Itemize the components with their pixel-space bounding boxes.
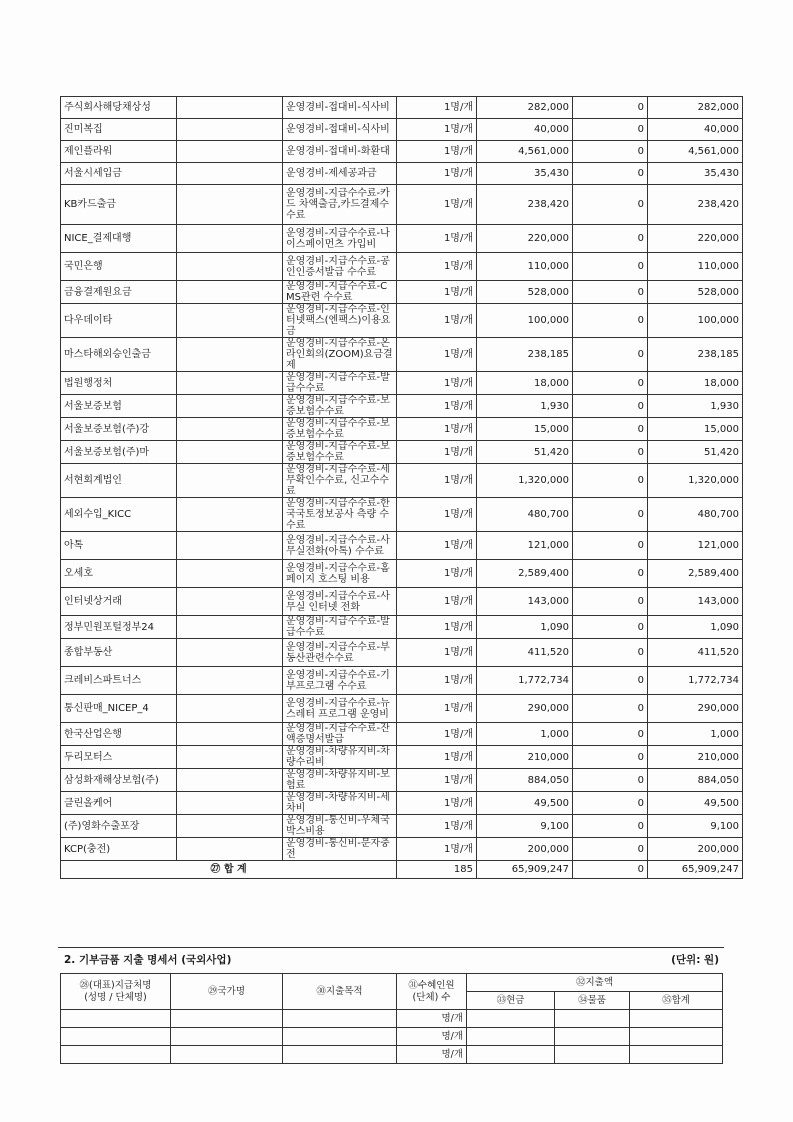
empty-cell xyxy=(61,1046,171,1064)
table-row xyxy=(61,418,743,441)
country-cell xyxy=(177,225,283,253)
purpose-cell: 운영경비-지급수수료-세무확인수수료, 신고수수료 xyxy=(283,464,397,498)
header-country: ㉙국가명 xyxy=(171,974,283,1010)
purpose-cell: 운영경비-지급수수료-사무실 인터넷 전화 xyxy=(283,588,397,616)
country-cell xyxy=(177,119,283,141)
country-cell xyxy=(177,532,283,560)
total-cell: 143,000 xyxy=(648,588,743,616)
cash-cell: 200,000 xyxy=(477,838,573,861)
count-cell: 1명/개 xyxy=(397,141,477,163)
goods-cell: 0 xyxy=(573,281,648,304)
country-cell xyxy=(177,141,283,163)
table-row xyxy=(61,338,743,372)
country-cell xyxy=(177,372,283,395)
table-row xyxy=(61,667,743,695)
count-cell: 1명/개 xyxy=(397,532,477,560)
purpose-cell: 운영경비-지급수수료-기부프로그램 수수료 xyxy=(283,667,397,695)
total-cell: 18,000 xyxy=(648,372,743,395)
count-cell: 1명/개 xyxy=(397,163,477,185)
goods-cell: 0 xyxy=(573,498,648,532)
cash-cell: 220,000 xyxy=(477,225,573,253)
empty-cell xyxy=(630,1028,723,1046)
country-cell xyxy=(177,639,283,667)
recipient-name: 제인플라워 xyxy=(61,141,177,163)
country-cell xyxy=(177,723,283,746)
country-cell xyxy=(177,418,283,441)
empty-cell xyxy=(61,1028,171,1046)
count-cell: 1명/개 xyxy=(397,616,477,639)
count-cell: 1명/개 xyxy=(397,695,477,723)
country-cell xyxy=(177,253,283,281)
totals-cash: 65,909,247 xyxy=(477,861,573,879)
country-cell xyxy=(177,667,283,695)
recipient-name: 다우데이타 xyxy=(61,304,177,338)
count-cell: 1명/개 xyxy=(397,253,477,281)
recipient-name: 종합부동산 xyxy=(61,639,177,667)
goods-cell: 0 xyxy=(573,141,648,163)
count-cell: 1명/개 xyxy=(397,225,477,253)
purpose-cell: 운영경비-지급수수료-보증보험수수료 xyxy=(283,441,397,464)
purpose-cell: 운영경비-지급수수료-홈페이지 호스팅 비용 xyxy=(283,560,397,588)
table-row xyxy=(61,588,743,616)
cash-cell: 100,000 xyxy=(477,304,573,338)
country-cell xyxy=(177,281,283,304)
recipient-name: 금융결제원요금 xyxy=(61,281,177,304)
total-cell: 15,000 xyxy=(648,418,743,441)
cash-cell: 18,000 xyxy=(477,372,573,395)
count-cell: 1명/개 xyxy=(397,372,477,395)
total-cell: 220,000 xyxy=(648,225,743,253)
total-cell: 100,000 xyxy=(648,304,743,338)
country-cell xyxy=(177,616,283,639)
header-count: ㉛수혜인원 (단체) 수 xyxy=(397,974,467,1010)
purpose-cell: 운영경비-제세공과금 xyxy=(283,163,397,185)
purpose-cell: 운영경비-통신비-우체국박스비용 xyxy=(283,815,397,838)
count-cell: 1명/개 xyxy=(397,97,477,119)
recipient-name: 진미복집 xyxy=(61,119,177,141)
total-cell: 480,700 xyxy=(648,498,743,532)
header-recipient: ㉘(대표)지급처명 (성명 / 단체명) xyxy=(61,974,171,1010)
total-cell: 49,500 xyxy=(648,792,743,815)
table-row xyxy=(61,119,743,141)
country-cell xyxy=(177,395,283,418)
recipient-name: 법원행정처 xyxy=(61,372,177,395)
purpose-cell: 운영경비-지급수수료-부동산관련수수료 xyxy=(283,639,397,667)
country-cell xyxy=(177,588,283,616)
empty-row xyxy=(61,1010,723,1028)
total-cell: 2,589,400 xyxy=(648,560,743,588)
country-cell xyxy=(177,769,283,792)
recipient-name: 서울보증보험(주)마 xyxy=(61,441,177,464)
table-row xyxy=(61,560,743,588)
table-row xyxy=(61,838,743,861)
total-cell: 121,000 xyxy=(648,532,743,560)
purpose-cell: 운영경비-지급수수료-나이스페이먼츠 가입비 xyxy=(283,225,397,253)
purpose-cell: 운영경비-지급수수료-공인인증서발급 수수료 xyxy=(283,253,397,281)
goods-cell: 0 xyxy=(573,163,648,185)
goods-cell: 0 xyxy=(573,418,648,441)
recipient-name: 세외수입_KICC xyxy=(61,498,177,532)
totals-count: 185 xyxy=(397,861,477,879)
cash-cell: 1,772,734 xyxy=(477,667,573,695)
totals-row xyxy=(61,861,743,879)
country-cell xyxy=(177,746,283,769)
cash-cell: 49,500 xyxy=(477,792,573,815)
goods-cell: 0 xyxy=(573,338,648,372)
total-cell: 1,320,000 xyxy=(648,464,743,498)
recipient-name: 주식회사해당채상성 xyxy=(61,97,177,119)
table-row xyxy=(61,792,743,815)
empty-cell xyxy=(467,1028,555,1046)
cash-cell: 143,000 xyxy=(477,588,573,616)
cash-cell: 238,185 xyxy=(477,338,573,372)
purpose-cell: 운영경비-차량유지비-보험료 xyxy=(283,769,397,792)
total-cell: 210,000 xyxy=(648,746,743,769)
goods-cell: 0 xyxy=(573,560,648,588)
purpose-cell: 운영경비-지급수수료-발급수수료 xyxy=(283,616,397,639)
recipient-name: 오세호 xyxy=(61,560,177,588)
table-row xyxy=(61,225,743,253)
overseas-expenditure-table xyxy=(60,973,723,1064)
cash-cell: 1,000 xyxy=(477,723,573,746)
cash-cell: 528,000 xyxy=(477,281,573,304)
recipient-name: KB카드출금 xyxy=(61,185,177,225)
unit-label: (단위: 원) xyxy=(671,954,719,966)
country-cell xyxy=(177,97,283,119)
goods-cell: 0 xyxy=(573,815,648,838)
count-cell: 명/개 xyxy=(397,1028,467,1046)
cash-cell: 1,090 xyxy=(477,616,573,639)
country-cell xyxy=(177,560,283,588)
purpose-cell: 운영경비-접대비-화환대 xyxy=(283,141,397,163)
country-cell xyxy=(177,185,283,225)
empty-cell xyxy=(555,1028,630,1046)
recipient-name: 정부민원포털정부24 xyxy=(61,616,177,639)
cash-cell: 282,000 xyxy=(477,97,573,119)
purpose-cell: 운영경비-지급수수료-한국국토정보공사 측량 수수료 xyxy=(283,498,397,532)
empty-cell xyxy=(61,1010,171,1028)
goods-cell: 0 xyxy=(573,695,648,723)
total-cell: 884,050 xyxy=(648,769,743,792)
purpose-cell: 운영경비-지급수수료-CMS관련 수수료 xyxy=(283,281,397,304)
country-cell xyxy=(177,815,283,838)
cash-cell: 480,700 xyxy=(477,498,573,532)
count-cell: 1명/개 xyxy=(397,838,477,861)
recipient-name: KCP(충전) xyxy=(61,838,177,861)
total-cell: 200,000 xyxy=(648,838,743,861)
table-row xyxy=(61,639,743,667)
totals-label: ㉗ 합 계 xyxy=(61,861,397,879)
goods-cell: 0 xyxy=(573,225,648,253)
recipient-name: 서울보증보험(주)강 xyxy=(61,418,177,441)
table-row xyxy=(61,498,743,532)
table-row xyxy=(61,441,743,464)
table-row xyxy=(61,304,743,338)
cash-cell: 40,000 xyxy=(477,119,573,141)
goods-cell: 0 xyxy=(573,746,648,769)
total-cell: 411,520 xyxy=(648,639,743,667)
total-cell: 4,561,000 xyxy=(648,141,743,163)
header-amount: ㉜지출액 xyxy=(467,974,723,992)
goods-cell: 0 xyxy=(573,119,648,141)
country-cell xyxy=(177,464,283,498)
cash-cell: 411,520 xyxy=(477,639,573,667)
recipient-name: 서울보증보험 xyxy=(61,395,177,418)
empty-cell xyxy=(630,1046,723,1064)
count-cell: 1명/개 xyxy=(397,723,477,746)
goods-cell: 0 xyxy=(573,769,648,792)
recipient-name: 한국산업은행 xyxy=(61,723,177,746)
empty-cell xyxy=(555,1010,630,1028)
purpose-cell: 운영경비-지급수수료-인터넷팩스(엔팩스)이용요금 xyxy=(283,304,397,338)
country-cell xyxy=(177,338,283,372)
country-cell xyxy=(177,498,283,532)
recipient-name: 마스타해외승인출금 xyxy=(61,338,177,372)
recipient-name: 클린올케어 xyxy=(61,792,177,815)
goods-cell: 0 xyxy=(573,372,648,395)
cash-cell: 51,420 xyxy=(477,441,573,464)
empty-cell xyxy=(171,1010,283,1028)
country-cell xyxy=(177,695,283,723)
header-cash: ㉝현금 xyxy=(467,992,555,1010)
table-row xyxy=(61,185,743,225)
country-cell xyxy=(177,838,283,861)
cash-cell: 238,420 xyxy=(477,185,573,225)
totals-goods: 0 xyxy=(573,861,648,879)
empty-cell xyxy=(467,1046,555,1064)
table-row xyxy=(61,532,743,560)
purpose-cell: 운영경비-지급수수료-카드 차액출금,카드결제수수료 xyxy=(283,185,397,225)
header-purpose: ㉚지출목적 xyxy=(283,974,397,1010)
table-row xyxy=(61,372,743,395)
total-cell: 1,090 xyxy=(648,616,743,639)
recipient-name: 삼성화재해상보험(주) xyxy=(61,769,177,792)
goods-cell: 0 xyxy=(573,532,648,560)
table-row xyxy=(61,97,743,119)
count-cell: 명/개 xyxy=(397,1046,467,1064)
count-cell: 1명/개 xyxy=(397,498,477,532)
count-cell: 1명/개 xyxy=(397,639,477,667)
purpose-cell: 운영경비-차량유지비-세차비 xyxy=(283,792,397,815)
count-cell: 1명/개 xyxy=(397,792,477,815)
goods-cell: 0 xyxy=(573,441,648,464)
total-cell: 282,000 xyxy=(648,97,743,119)
country-cell xyxy=(177,792,283,815)
cash-cell: 9,100 xyxy=(477,815,573,838)
cash-cell: 884,050 xyxy=(477,769,573,792)
total-cell: 51,420 xyxy=(648,441,743,464)
total-cell: 110,000 xyxy=(648,253,743,281)
total-cell: 40,000 xyxy=(648,119,743,141)
goods-cell: 0 xyxy=(573,639,648,667)
purpose-cell: 운영경비-접대비-식사비 xyxy=(283,119,397,141)
purpose-cell: 운영경비-지급수수료-사무실전화(아톡) 수수료 xyxy=(283,532,397,560)
purpose-cell: 운영경비-지급수수료-온라인회의(ZOOM)요금결제 xyxy=(283,338,397,372)
goods-cell: 0 xyxy=(573,395,648,418)
purpose-cell: 운영경비-통신비-문자충전 xyxy=(283,838,397,861)
count-cell: 1명/개 xyxy=(397,441,477,464)
goods-cell: 0 xyxy=(573,616,648,639)
goods-cell: 0 xyxy=(573,588,648,616)
purpose-cell: 운영경비-지급수수료-잔액증명서발급 xyxy=(283,723,397,746)
count-cell: 1명/개 xyxy=(397,464,477,498)
cash-cell: 290,000 xyxy=(477,695,573,723)
totals-total: 65,909,247 xyxy=(648,861,743,879)
empty-cell xyxy=(283,1046,397,1064)
recipient-name: (주)영화수출포장 xyxy=(61,815,177,838)
empty-cell xyxy=(630,1010,723,1028)
count-cell: 1명/개 xyxy=(397,815,477,838)
purpose-cell: 운영경비-지급수수료-보증보험수수료 xyxy=(283,418,397,441)
total-cell: 290,000 xyxy=(648,695,743,723)
empty-cell xyxy=(555,1046,630,1064)
purpose-cell: 운영경비-지급수수료-뉴스레터 프로그램 운영비 xyxy=(283,695,397,723)
total-cell: 528,000 xyxy=(648,281,743,304)
cash-cell: 1,320,000 xyxy=(477,464,573,498)
cash-cell: 1,930 xyxy=(477,395,573,418)
table-row xyxy=(61,723,743,746)
count-cell: 1명/개 xyxy=(397,588,477,616)
goods-cell: 0 xyxy=(573,792,648,815)
table-row xyxy=(61,769,743,792)
total-cell: 238,185 xyxy=(648,338,743,372)
count-cell: 1명/개 xyxy=(397,119,477,141)
cash-cell: 15,000 xyxy=(477,418,573,441)
recipient-name: 서울시세입금 xyxy=(61,163,177,185)
table-row xyxy=(61,815,743,838)
empty-cell xyxy=(467,1010,555,1028)
country-cell xyxy=(177,441,283,464)
cash-cell: 2,589,400 xyxy=(477,560,573,588)
recipient-name: 통신판매_NICEP_4 xyxy=(61,695,177,723)
table-row xyxy=(61,616,743,639)
empty-cell xyxy=(171,1028,283,1046)
cash-cell: 4,561,000 xyxy=(477,141,573,163)
table-row xyxy=(61,281,743,304)
total-cell: 238,420 xyxy=(648,185,743,225)
recipient-name: 서현회계법인 xyxy=(61,464,177,498)
table-row xyxy=(61,163,743,185)
purpose-cell: 운영경비-차량유지비-차량수리비 xyxy=(283,746,397,769)
goods-cell: 0 xyxy=(573,464,648,498)
recipient-name: 국민은행 xyxy=(61,253,177,281)
recipient-name: NICE_결제대행 xyxy=(61,225,177,253)
goods-cell: 0 xyxy=(573,185,648,225)
cash-cell: 210,000 xyxy=(477,746,573,769)
goods-cell: 0 xyxy=(573,838,648,861)
count-cell: 1명/개 xyxy=(397,338,477,372)
total-cell: 35,430 xyxy=(648,163,743,185)
table-row xyxy=(61,395,743,418)
purpose-cell: 운영경비-지급수수료-발급수수료 xyxy=(283,372,397,395)
expenditure-table xyxy=(60,96,743,879)
count-cell: 1명/개 xyxy=(397,281,477,304)
table-row xyxy=(61,253,743,281)
goods-cell: 0 xyxy=(573,723,648,746)
country-cell xyxy=(177,163,283,185)
country-cell xyxy=(177,304,283,338)
goods-cell: 0 xyxy=(573,304,648,338)
purpose-cell: 운영경비-지급수수료-보증보험수수료 xyxy=(283,395,397,418)
count-cell: 1명/개 xyxy=(397,560,477,588)
purpose-cell: 운영경비-접대비-식사비 xyxy=(283,97,397,119)
recipient-name: 크레비스파트너스 xyxy=(61,667,177,695)
table-row xyxy=(61,464,743,498)
count-cell: 1명/개 xyxy=(397,746,477,769)
empty-row xyxy=(61,1046,723,1064)
goods-cell: 0 xyxy=(573,667,648,695)
total-cell: 1,772,734 xyxy=(648,667,743,695)
cash-cell: 35,430 xyxy=(477,163,573,185)
section-divider xyxy=(58,947,724,948)
empty-row xyxy=(61,1028,723,1046)
count-cell: 명/개 xyxy=(397,1010,467,1028)
count-cell: 1명/개 xyxy=(397,769,477,792)
table-row xyxy=(61,746,743,769)
cash-cell: 121,000 xyxy=(477,532,573,560)
cash-cell: 110,000 xyxy=(477,253,573,281)
recipient-name: 아톡 xyxy=(61,532,177,560)
table-row xyxy=(61,141,743,163)
recipient-name: 인터넷상거래 xyxy=(61,588,177,616)
header-total: ㉟합계 xyxy=(630,992,723,1010)
total-cell: 1,000 xyxy=(648,723,743,746)
total-cell: 9,100 xyxy=(648,815,743,838)
count-cell: 1명/개 xyxy=(397,185,477,225)
goods-cell: 0 xyxy=(573,253,648,281)
count-cell: 1명/개 xyxy=(397,667,477,695)
goods-cell: 0 xyxy=(573,97,648,119)
recipient-name: 두리모터스 xyxy=(61,746,177,769)
empty-cell xyxy=(283,1028,397,1046)
total-cell: 1,930 xyxy=(648,395,743,418)
empty-cell xyxy=(283,1010,397,1028)
table-row xyxy=(61,695,743,723)
section2-title: 2. 기부금품 지출 명세서 (국외사업) xyxy=(64,954,232,966)
count-cell: 1명/개 xyxy=(397,395,477,418)
header-goods: ㉞물품 xyxy=(555,992,630,1010)
empty-cell xyxy=(171,1046,283,1064)
count-cell: 1명/개 xyxy=(397,304,477,338)
count-cell: 1명/개 xyxy=(397,418,477,441)
